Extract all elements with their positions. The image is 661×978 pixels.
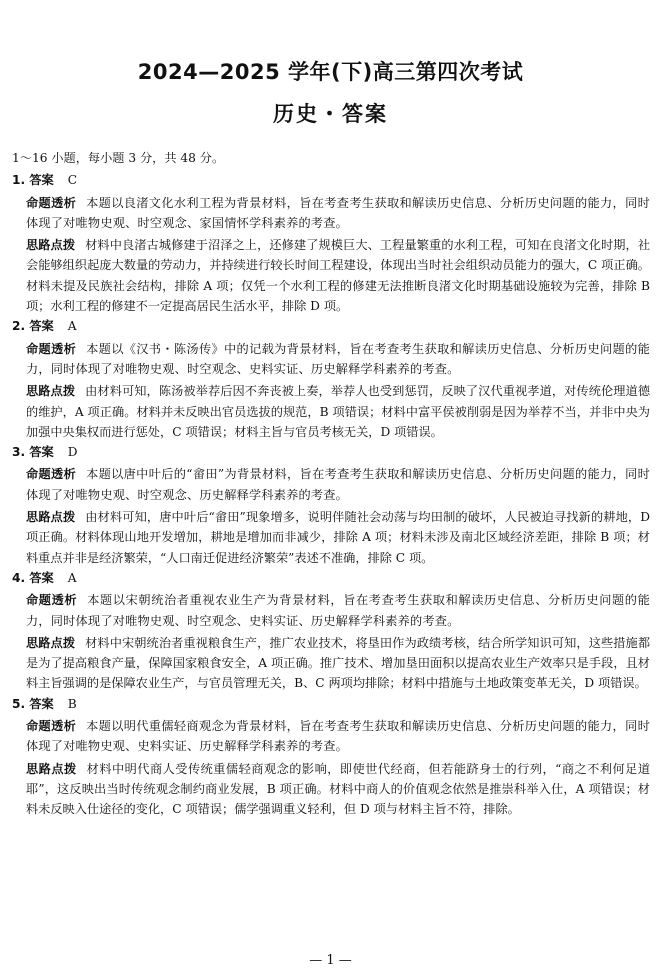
tips-paragraph [12,235,650,316]
answer-line [12,568,650,588]
answer-number: 4. 答案 [12,570,54,585]
analysis-paragraph [12,716,650,757]
tips-paragraph [12,507,650,568]
tips-text: 材料中良渚古城修建于沼泽之上，还修建了规模巨大、工程量繁重的水利工程，可知在良渚文化时期，社会能够组织起庞大数量的劳动力，并持续进行较长时间工程建设，体现出当时社会组织动员能力的强大，C 项正确。材料未提及民族社会结构，排除 A 项；仅凭一个水利工程的修建无法推断良渚文化时期基础设施较为完善，排除 B 项；水利工程的修建不一定提高居民生活水平，排除 D 项。 [26,238,651,314]
analysis-label: 命题透析 [26,719,77,734]
answer-letter: C [67,173,78,188]
answer-letter: A [67,319,77,334]
answer-letter: A [67,570,77,585]
tips-label: 思路点拨 [26,635,76,650]
analysis-paragraph [12,193,650,234]
tips-label: 思路点拨 [26,510,76,525]
scoring-intro: 1～16 小题，每小题 3 分，共 48 分。 [12,151,225,165]
page-number: — 1 — [309,953,352,968]
answer-line [12,694,650,714]
analysis-label: 命题透析 [26,593,78,608]
tips-text: 由材料可知，陈汤被举荐后因不奔丧被上奏，举荐人也受到惩罚，反映了汉代重视孝道，对传统伦理道德的维护，A 项正确。材料并未反映出官员选拔的规范，B 项错误；材料中富平侯被削弱是因为举荐不当，并非中央为加强中央集权而进行惩处，C 项错误；材料主旨与官员考核无关，D 项错误。 [26,384,651,439]
question-block-2 [12,316,650,442]
answer-line [12,442,650,462]
answer-letter: B [67,696,77,711]
analysis-text: 本题以宋朝统治者重视农业生产为背景材料，旨在考查考生获取和解读历史信息、分析历史问题的能力，同时体现了对唯物史观、时空观念、史料实证、历史解释学科素养的考查。 [26,593,650,628]
question-block-1 [12,170,650,316]
answer-content [12,148,650,820]
question-block-3 [12,442,650,568]
analysis-paragraph [12,464,650,505]
answer-line [12,170,650,190]
analysis-text: 本题以唐中叶后的“畲田”为背景材料，旨在考查考生获取和解读历史信息、分析历史问题的能力，同时体现了对唯物史观、时空观念、历史解释学科素养的考查。 [26,467,650,502]
analysis-label: 命题透析 [26,341,77,356]
analysis-paragraph [12,590,650,631]
analysis-text: 本题以明代重儒轻商观念为背景材料，旨在考查考生获取和解读历史信息、分析历史问题的能力，同时体现了对唯物史观、史料实证、历史解释学科素养的考查。 [26,719,650,754]
answer-number: 3. 答案 [12,445,54,460]
tips-paragraph [12,633,650,694]
analysis-label: 命题透析 [26,467,77,482]
answer-number: 2. 答案 [12,319,54,334]
tips-label: 思路点拨 [26,238,76,253]
tips-paragraph [12,759,650,820]
tips-label: 思路点拨 [26,384,76,399]
answer-letter: D [67,445,78,460]
question-block-5 [12,694,650,820]
page-subtitle: 历史・答案 [273,102,388,126]
analysis-text: 本题以《汉书・陈汤传》中的记载为背景材料，旨在考查考生获取和解读历史信息、分析历史问题的能力，同时体现了对唯物史观、时空观念、史料实证、历史解释学科素养的考查。 [26,341,650,376]
analysis-text: 本题以良渚文化水利工程为背景材料，旨在考查考生获取和解读历史信息、分析历史问题的能力，同时体现了对唯物史观、时空观念、家国情怀学科素养的考查。 [26,195,650,230]
tips-text: 由材料可知，唐中叶后“畲田”现象增多，说明伴随社会动荡与均田制的破坏，人民被迫寻找新的耕地，D 项正确。材料体现山地开发增加，耕地是增加而非减少，排除 A 项；材料未涉及南北区域经济差距，排除 B 项；材料重点并非是经济繁荣，“人口南迁促进经济繁荣”表述不准确，排除 C 项。 [26,510,651,565]
analysis-label: 命题透析 [26,195,77,210]
answer-number: 5. 答案 [12,696,54,711]
answer-line [12,316,650,336]
tips-text: 材料中明代商人受传统重儒轻商观念的影响，即使世代经商，但若能跻身士的行列，“商之不利何足道耶”，这反映出当时传统观念制约商业发展，B 项正确。材料中商人的价值观念依然是推崇科举入仕，A 项错误；材料未反映入仕途径的变化，C 项错误；儒学强调重义轻利，但 D 项与材料主旨不符，排除。 [26,761,651,817]
question-block-4 [12,568,650,694]
tips-text: 材料中宋朝统治者重视粮食生产，推广农业技术，将垦田作为政绩考核，结合所学知识可知，这些措施都是为了提高粮食产量，保障国家粮食安全，A 项正确。推广技术、增加垦田面积以提高农业生产效率只是手段，且材料主旨强调的是保障农业生产，与官员管理无关，B、C 两项均排除；材料中措施与土地政策变革无关，D 项错误。 [26,635,651,691]
tips-paragraph [12,381,650,442]
answer-number: 1. 答案 [12,173,54,188]
analysis-paragraph [12,339,650,380]
page-title: 2024—2025 学年(下)高三第四次考试 [137,60,524,84]
tips-label: 思路点拨 [26,761,77,776]
